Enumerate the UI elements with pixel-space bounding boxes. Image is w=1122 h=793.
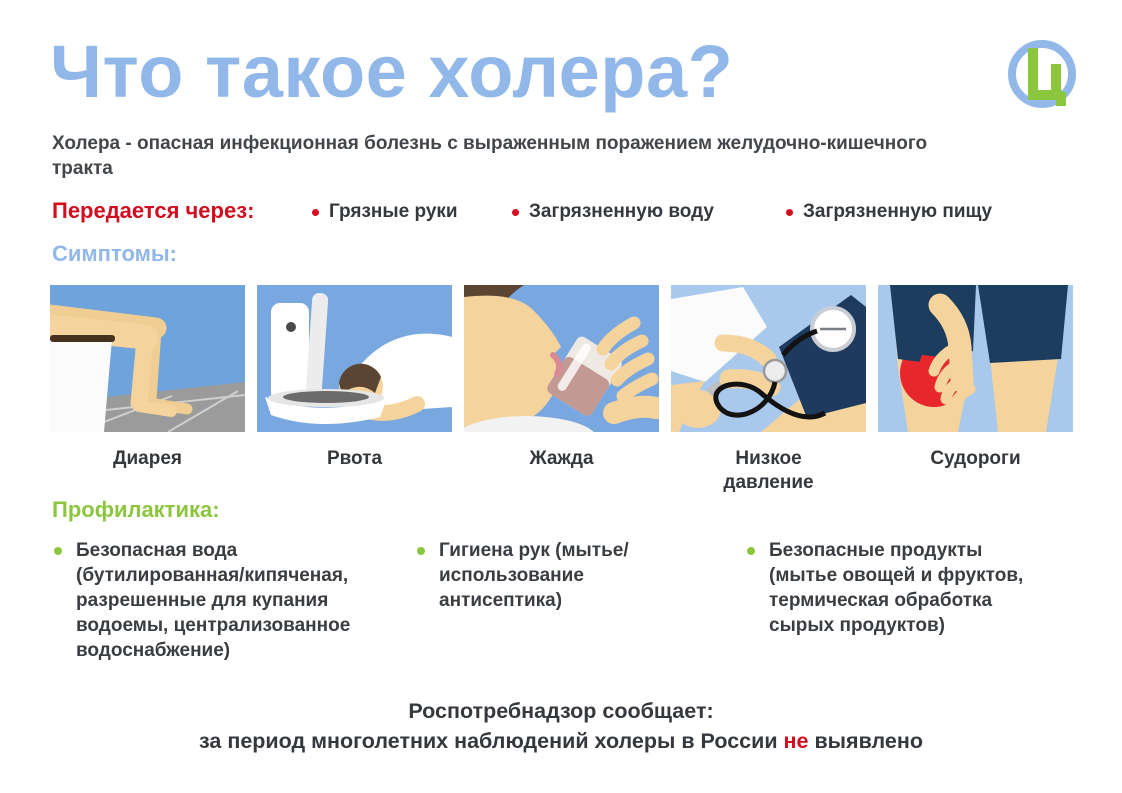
transmission-item-contaminated-food [786, 201, 992, 223]
symptom-caption-thirst: Жажда [529, 448, 594, 469]
leg-cramp-illustration [878, 285, 1073, 432]
prevention-item-safe-water [52, 538, 382, 663]
bullet-dot-icon [512, 209, 519, 216]
center-logo-icon [1002, 36, 1082, 116]
prevention-column-hands [415, 538, 695, 613]
transmission-item-label: Загрязненную пищу [803, 201, 993, 222]
prevention-item-text: Гигиена рук (мытье/ использование антисептика) [439, 540, 629, 611]
transmission-item-dirty-hands [312, 201, 458, 223]
symptom-panel-low-pressure [671, 285, 866, 432]
footer-line2 [0, 726, 1122, 756]
bullet-dot-icon [54, 547, 62, 555]
symptom-panel-cramps [878, 285, 1073, 432]
blood-pressure-illustration [671, 285, 866, 432]
symptom-caption-vomiting: Рвота [326, 448, 383, 469]
footer-line2-prefix: за период многолетних наблюдений холеры в России [199, 729, 778, 753]
vomiting-toilet-illustration [257, 285, 452, 432]
page-title: Что такое холера? [50, 30, 734, 113]
symptom-panels [50, 285, 1073, 432]
symptom-caption-cramps: Судороги [930, 448, 1021, 469]
symptom-panel-vomiting [257, 285, 452, 432]
prevention-column-food [745, 538, 1040, 638]
footer-line1: Роспотребнадзор сообщает: [408, 699, 714, 723]
prevention-item-safe-food [745, 538, 1040, 638]
transmission-item-label: Грязные руки [329, 201, 458, 222]
prevention-item-hand-hygiene [415, 538, 695, 613]
bullet-dot-icon [747, 547, 755, 555]
prevention-label: Профилактика: [52, 497, 220, 522]
symptom-caption-low-pressure: Низкое давление [723, 448, 814, 493]
footer-line2-highlight: не [783, 729, 809, 753]
footer-statement [0, 696, 1122, 756]
toilet-legs-illustration [50, 285, 245, 432]
symptoms-label: Симптомы: [52, 241, 177, 266]
transmission-item-label: Загрязненную воду [529, 201, 714, 222]
prevention-column-water [52, 538, 382, 663]
bullet-dot-icon [786, 209, 793, 216]
prevention-item-text: Безопасные продукты (мытье овощей и фруктов, термическая обработка сырых продуктов) [769, 540, 1024, 636]
transmission-item-contaminated-water [512, 201, 714, 223]
symptom-panel-thirst [464, 285, 659, 432]
symptom-caption-diarrhea: Диарея [112, 448, 183, 469]
transmission-label: Передается через: [52, 198, 255, 223]
drinking-water-illustration [464, 285, 659, 432]
prevention-item-text: Безопасная вода (бутилированная/кипяченая, разрешенные для купания водоемы, централизованное водоснабжение) [76, 540, 351, 661]
bullet-dot-icon [417, 547, 425, 555]
symptom-captions [50, 447, 1073, 495]
footer-line2-suffix: выявлено [814, 729, 923, 753]
symptom-panel-diarrhea [50, 285, 245, 432]
subtitle: Холера - опасная инфекционная болезнь с выраженным поражением желудочно-кишечного тракта [52, 133, 928, 179]
bullet-dot-icon [312, 209, 319, 216]
